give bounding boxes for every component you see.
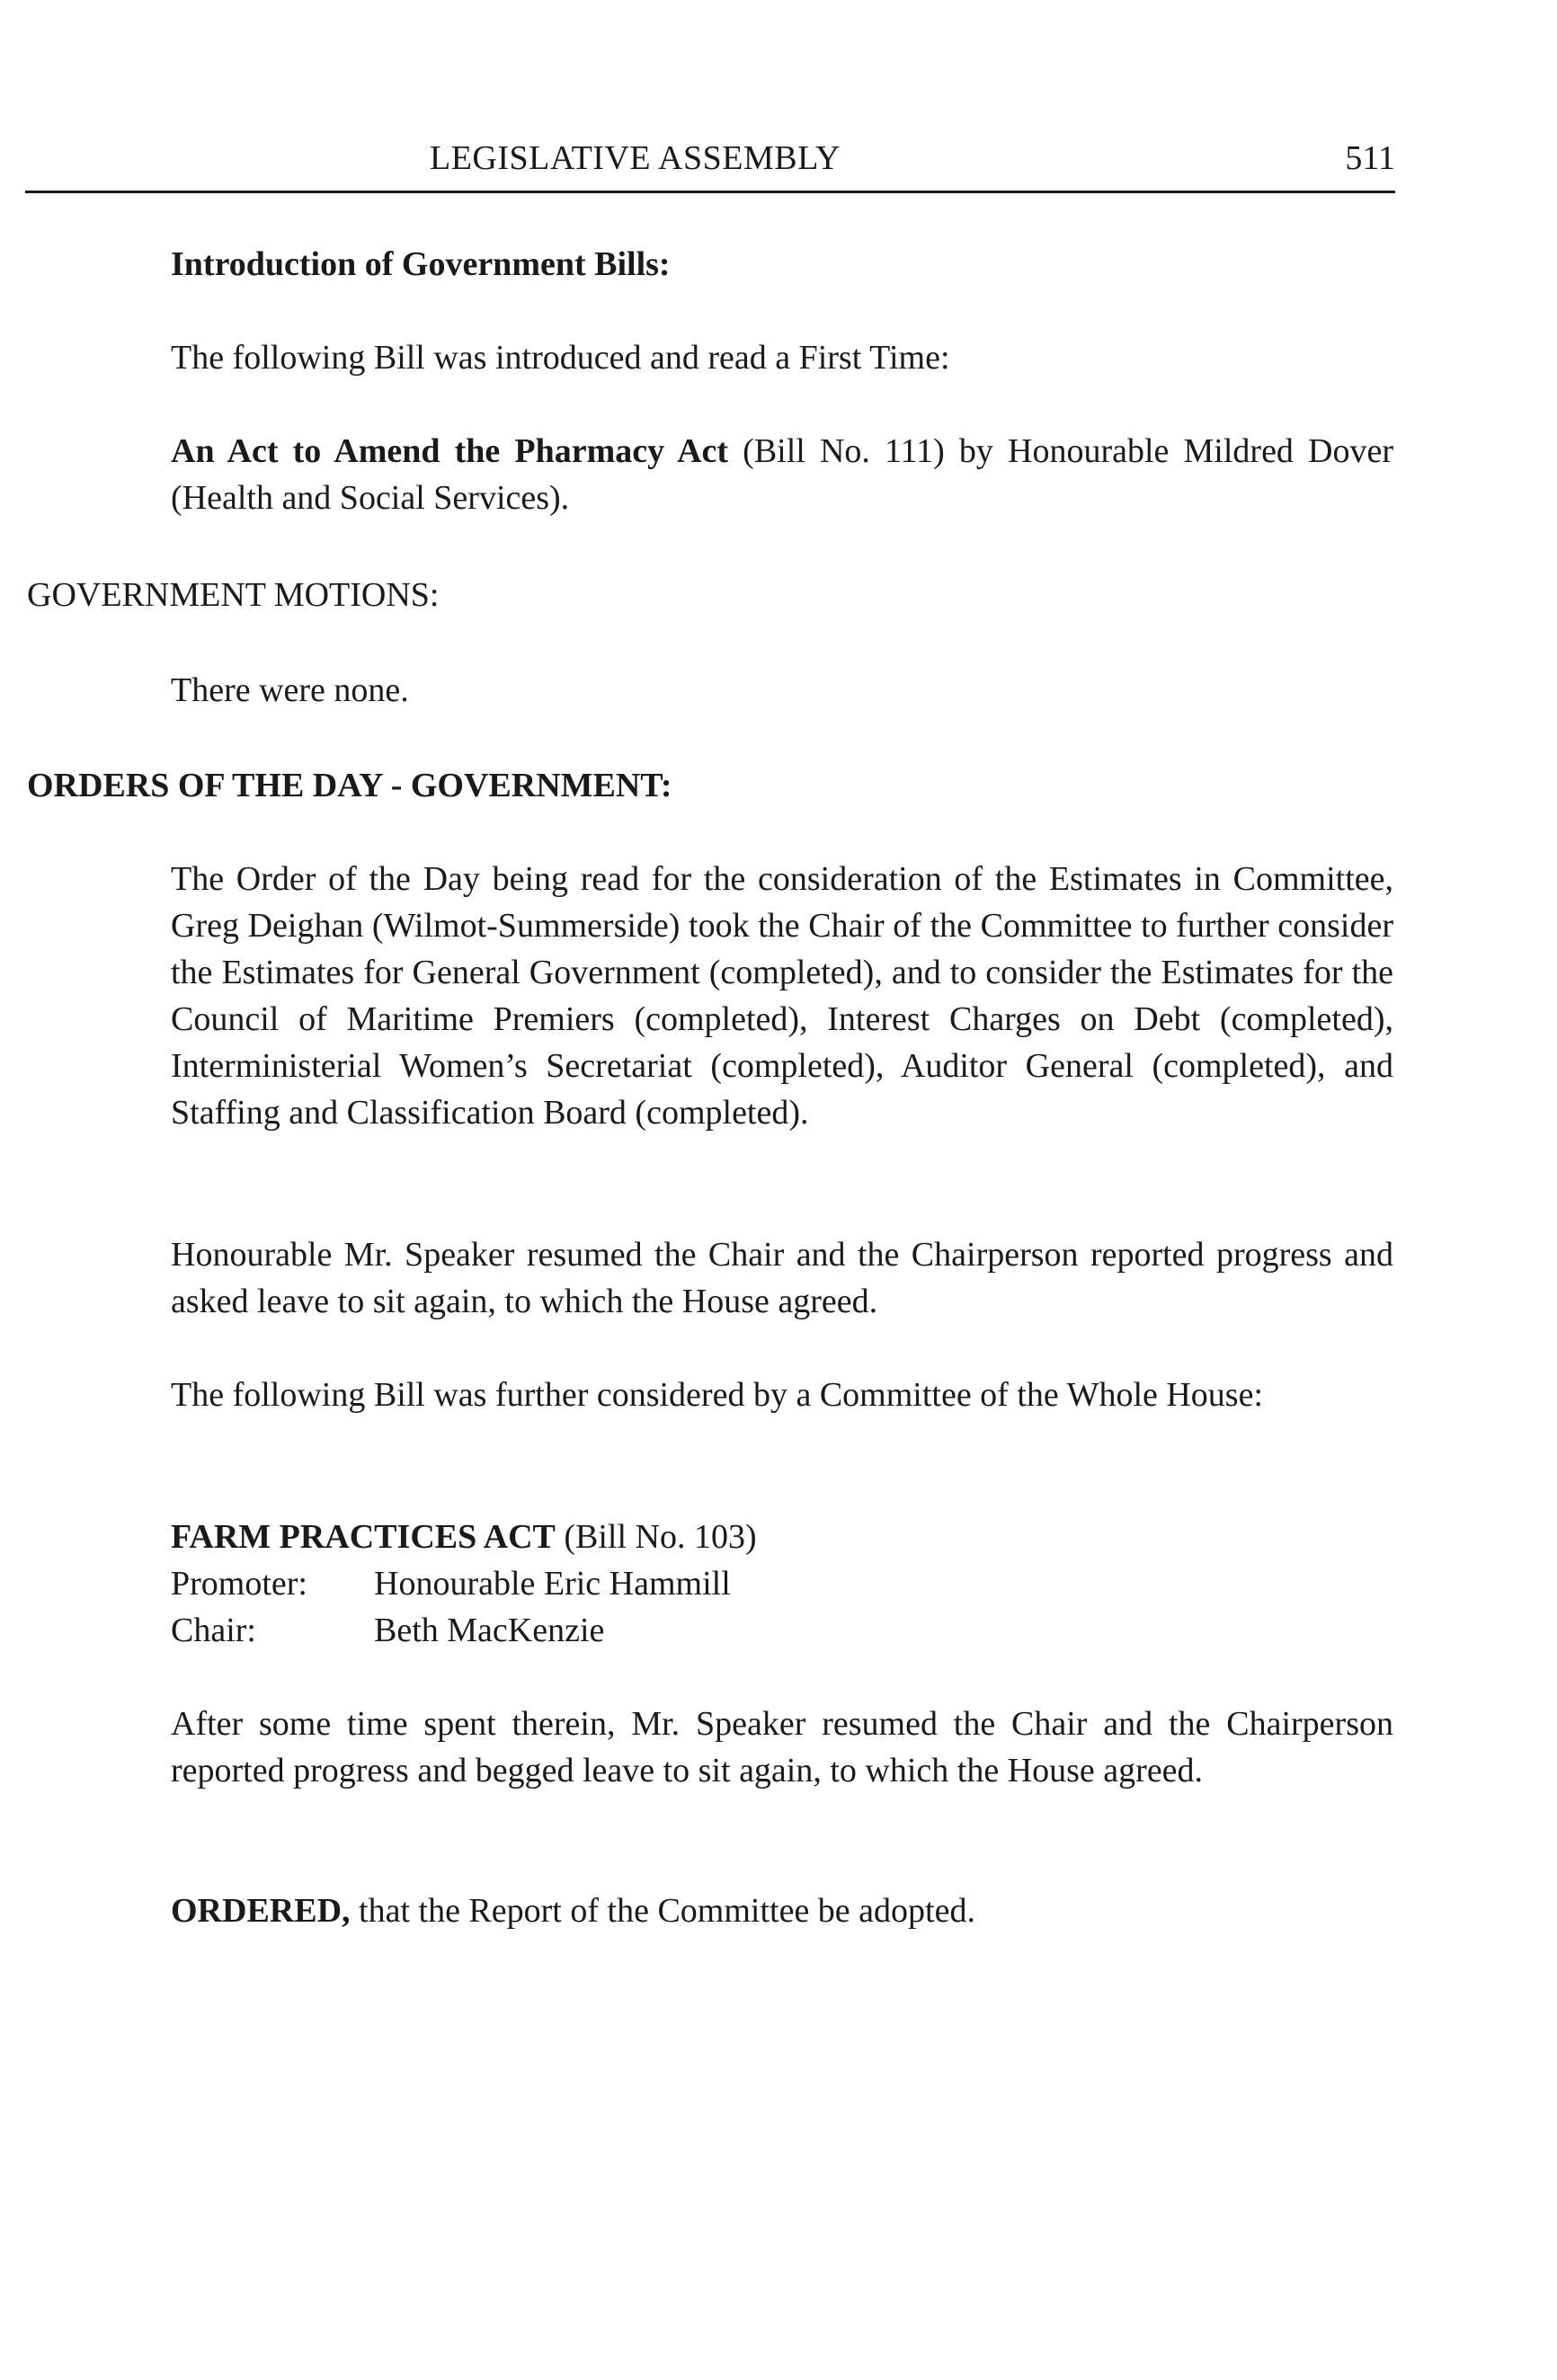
page-header bbox=[25, 137, 1395, 193]
farm-practices-bill-block bbox=[171, 1514, 1393, 1654]
promoter-row bbox=[171, 1560, 1393, 1607]
ordered-text: that the Report of the Committee be adopted. bbox=[350, 1892, 975, 1930]
promoter-value: Honourable Eric Hammill bbox=[374, 1565, 731, 1603]
after-some-time-paragraph: After some time spent therein, Mr. Speaker resumed the Chair and the Chairperson reported progress and begged leave to sit again, to which the House agreed. bbox=[171, 1705, 1393, 1789]
intro-bills-heading: Introduction of Government Bills: bbox=[171, 245, 671, 283]
pharmacy-bill-title: An Act to Amend the Pharmacy Act bbox=[171, 432, 729, 470]
government-motions-body: There were none. bbox=[171, 671, 409, 709]
chair-row bbox=[171, 1607, 1393, 1654]
ordered-line bbox=[171, 1887, 1393, 1934]
orders-of-the-day-heading: ORDERS OF THE DAY - GOVERNMENT: bbox=[27, 767, 672, 804]
chair-value: Beth MacKenzie bbox=[374, 1612, 605, 1649]
intro-bills-lead: The following Bill was introduced and read a First Time: bbox=[171, 339, 950, 377]
pharmacy-bill-details: (Bill No. 111) by Honourable Mildred Dover (Health and Social Services). bbox=[171, 432, 1393, 517]
farm-practices-bill-number: (Bill No. 103) bbox=[555, 1518, 757, 1556]
estimates-paragraph: The Order of the Day being read for the consideration of the Estimates in Committee, Greg Deighan (Wilmot-Summerside) took the Chair of the Committee to further consider the Estimates for General Government (completed), and to consider the Estimates for the Council of Maritime Premiers (completed), Interest Charges on Debt (completed), Interministerial Women’s Secretariat (completed), Auditor General (completed), and Staffing and Classification Board (completed). bbox=[171, 860, 1393, 1132]
government-motions-heading: GOVERNMENT MOTIONS: bbox=[27, 576, 440, 614]
header-title: LEGISLATIVE ASSEMBLY bbox=[430, 139, 841, 177]
farm-practices-bill-line bbox=[171, 1514, 1393, 1560]
farm-practices-bill-title: FARM PRACTICES ACT bbox=[171, 1518, 556, 1556]
promoter-label: Promoter: bbox=[171, 1565, 307, 1603]
pharmacy-bill-entry bbox=[171, 428, 1393, 521]
ordered-label: ORDERED, bbox=[171, 1892, 351, 1930]
page-number: 511 bbox=[1345, 139, 1395, 177]
speaker-resumed-paragraph: Honourable Mr. Speaker resumed the Chair and the Chairperson reported progress and asked leave to sit again, to which the House agreed. bbox=[171, 1236, 1393, 1320]
committee-whole-paragraph: The following Bill was further considered by a Committee of the Whole House: bbox=[171, 1376, 1264, 1414]
chair-label: Chair: bbox=[171, 1612, 256, 1649]
